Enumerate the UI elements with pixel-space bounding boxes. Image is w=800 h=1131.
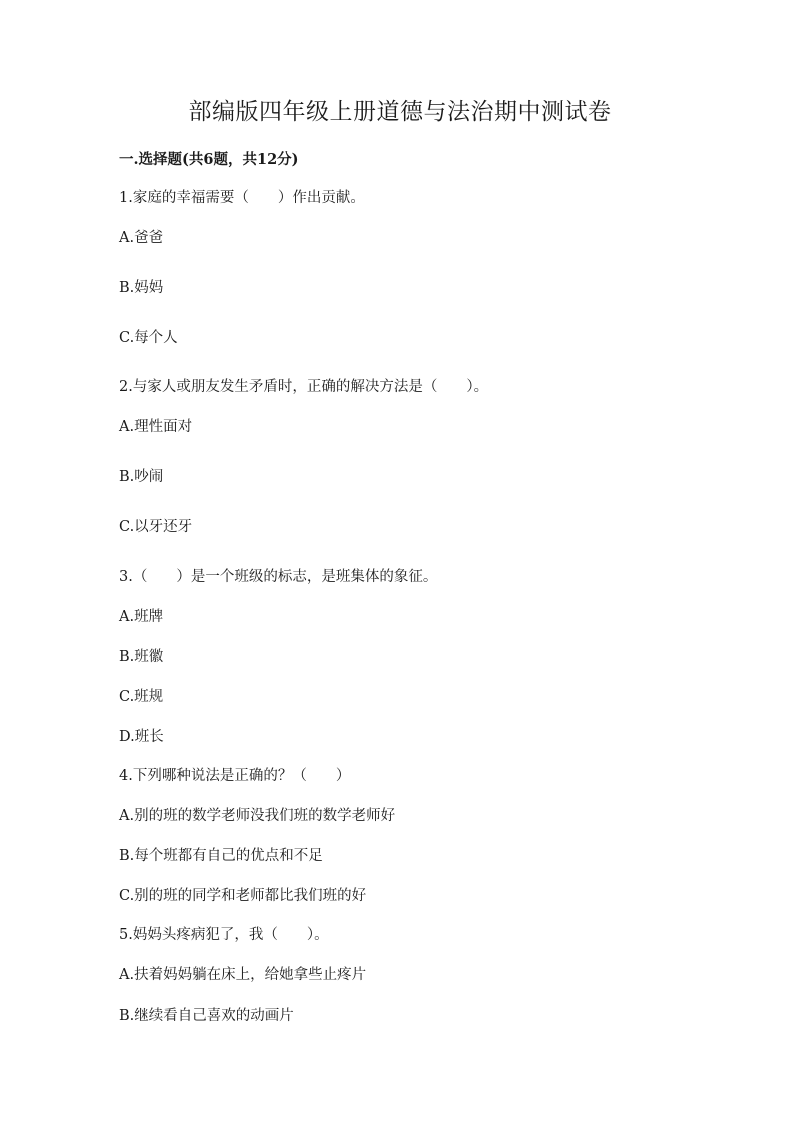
question-2-option-b: B.吵闹 bbox=[119, 469, 164, 485]
section-heading: 一.选择题(共6题，共12分) bbox=[119, 151, 299, 168]
question-3-option-c: C.班规 bbox=[119, 689, 164, 705]
question-2-option-c: C.以牙还牙 bbox=[119, 519, 193, 535]
question-3-option-d: D.班长 bbox=[119, 729, 164, 745]
question-2-stem: 2.与家人或朋友发生矛盾时，正确的解决方法是（ ）。 bbox=[119, 379, 489, 395]
question-4-option-c: C.别的班的同学和老师都比我们班的好 bbox=[119, 888, 367, 904]
question-3-stem: 3.（ ）是一个班级的标志，是班集体的象征。 bbox=[119, 569, 438, 585]
question-1-option-b: B.妈妈 bbox=[119, 280, 164, 296]
question-4-option-a: A.别的班的数学老师没我们班的数学老师好 bbox=[119, 808, 396, 824]
question-3-option-a: A.班牌 bbox=[119, 609, 164, 625]
page-title: 部编版四年级上册道德与法治期中测试卷 bbox=[188, 99, 612, 125]
question-1-stem: 1.家庭的幸福需要（ ）作出贡献。 bbox=[119, 190, 365, 206]
question-2-option-a: A.理性面对 bbox=[119, 419, 193, 435]
question-3-option-b: B.班徽 bbox=[119, 649, 164, 665]
question-5-option-b: B.继续看自己喜欢的动画片 bbox=[119, 1008, 294, 1024]
question-1-option-c: C.每个人 bbox=[119, 330, 178, 346]
question-5-stem: 5.妈妈头疼病犯了，我（ ）。 bbox=[119, 927, 329, 943]
question-5-option-a: A.扶着妈妈躺在床上，给她拿些止疼片 bbox=[119, 967, 367, 983]
question-4-stem: 4.下列哪种说法是正确的？（ ） bbox=[119, 768, 351, 784]
question-4-option-b: B.每个班都有自己的优点和不足 bbox=[119, 848, 323, 864]
question-1-option-a: A.爸爸 bbox=[119, 230, 164, 246]
